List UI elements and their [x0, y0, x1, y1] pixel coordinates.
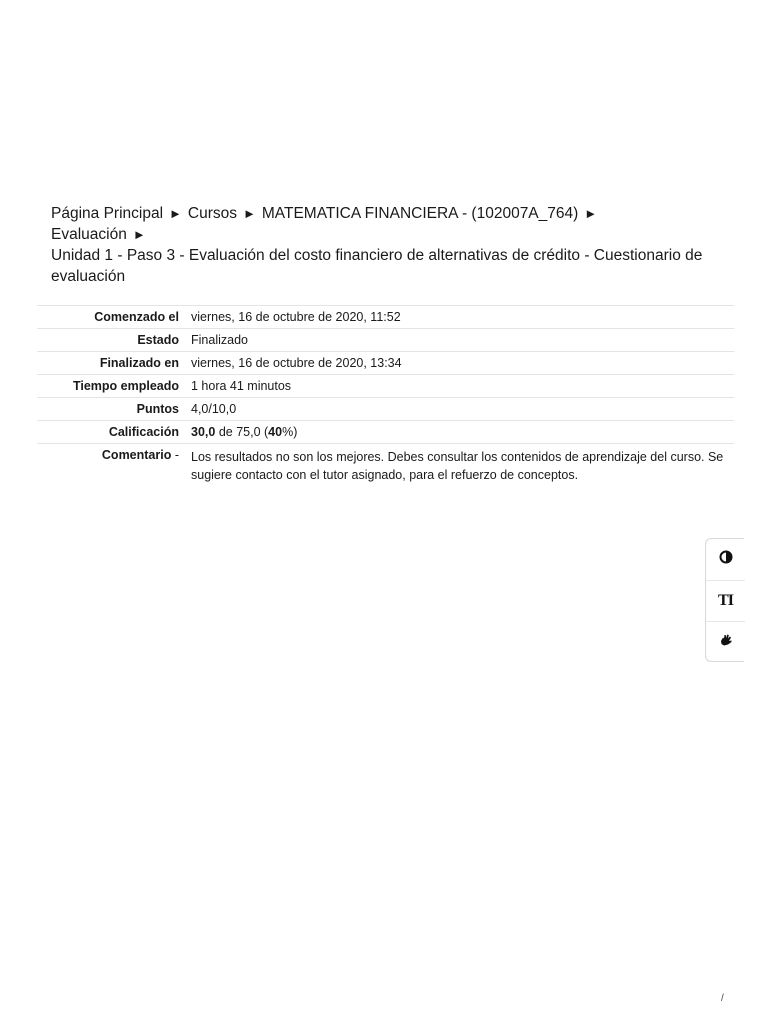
text-size-button[interactable]: [706, 580, 745, 621]
grade-score: 30,0: [191, 425, 216, 439]
points-value: 4,0/10,0: [191, 402, 237, 416]
points-label: Puntos: [136, 402, 179, 416]
state-value: Finalizado: [191, 333, 248, 347]
contrast-button[interactable]: [706, 539, 745, 580]
summary-row-points: [37, 398, 734, 421]
grade-value: [185, 421, 734, 444]
hand-icon: [718, 632, 734, 653]
breadcrumb-quiz[interactable]: Unidad 1 - Paso 3 - Evaluación del costo financiero de alternativas de crédito - Cuestionario de evaluación: [51, 247, 703, 285]
grade-label: Calificación: [108, 425, 179, 439]
state-label: Estado: [137, 333, 179, 347]
summary-row-comment: [37, 444, 734, 489]
summary-row-finished: [37, 352, 734, 375]
sign-language-button[interactable]: [706, 621, 745, 662]
page-mark: /: [721, 993, 724, 1004]
comment-suffix: -: [171, 448, 179, 462]
time-value: 1 hora 41 minutos: [191, 379, 292, 393]
started-label: Comenzado el: [94, 310, 179, 324]
comment-label: Comentario: [101, 448, 172, 462]
accessibility-toolbar: [705, 538, 744, 662]
contrast-icon: [719, 550, 733, 569]
comment-label-cell: [37, 444, 185, 489]
finished-label: Finalizado en: [99, 356, 179, 370]
quiz-summary-table: [37, 305, 734, 488]
comment-value: Los resultados no son los mejores. Debes consultar los contenidos de aprendizaje del curso. Se sugiere contacto con el tutor asignado, para el refuerzo de conceptos.: [191, 450, 724, 482]
summary-row-started: [37, 306, 734, 329]
text-size-icon: TI: [718, 592, 733, 609]
breadcrumb-course[interactable]: MATEMATICA FINANCIERA - (102007A_764): [261, 205, 579, 222]
summary-row-time: [37, 375, 734, 398]
breadcrumb-separator: ►: [132, 227, 146, 242]
grade-close: %): [282, 425, 298, 439]
breadcrumb-separator: ►: [584, 206, 598, 221]
breadcrumb: [51, 203, 731, 287]
grade-percent: 40: [268, 425, 283, 439]
grade-of: de 75,0 (: [215, 425, 269, 439]
started-value: viernes, 16 de octubre de 2020, 11:52: [191, 310, 401, 324]
breadcrumb-courses[interactable]: Cursos: [187, 205, 237, 222]
breadcrumb-home[interactable]: Página Principal: [51, 205, 164, 222]
time-label: Tiempo empleado: [72, 379, 179, 393]
finished-value: viernes, 16 de octubre de 2020, 13:34: [191, 356, 402, 370]
breadcrumb-evaluation[interactable]: Evaluación: [51, 226, 127, 243]
summary-row-grade: [37, 421, 734, 444]
summary-row-state: [37, 329, 734, 352]
breadcrumb-separator: ►: [169, 206, 182, 221]
breadcrumb-separator: ►: [243, 206, 256, 221]
